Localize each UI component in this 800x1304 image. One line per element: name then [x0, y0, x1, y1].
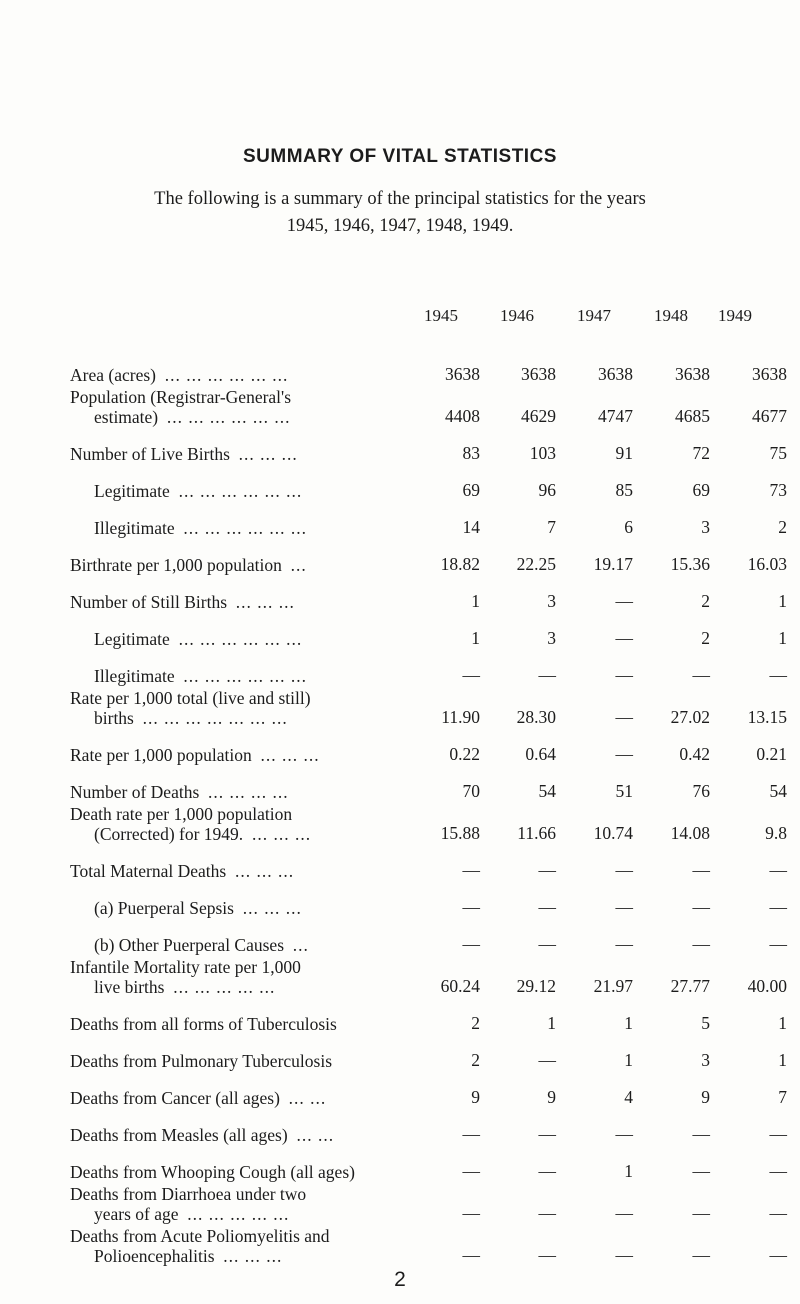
intro-line-2: 1945, 1946, 1947, 1948, 1949.	[286, 216, 514, 236]
row-label	[70, 802, 412, 844]
row-label-line1: Death rate per 1,000 population	[70, 804, 293, 824]
table-row	[70, 348, 787, 385]
cell-1948: 72	[692, 443, 710, 463]
cell-1947: 1	[624, 1013, 633, 1033]
row-label	[70, 575, 412, 612]
leader-dots: ... ... ...	[234, 861, 295, 881]
cell-1946: 29.12	[516, 976, 556, 996]
cell-1947: —	[615, 707, 633, 727]
cell-1949: 1	[778, 1013, 787, 1033]
cell-1949: —	[769, 1245, 787, 1265]
row-label-line2: Polioencephalitis	[94, 1246, 215, 1266]
table-row	[70, 1224, 787, 1266]
leader-dots: ... ... ... ...	[208, 782, 289, 802]
row-label-line1: Deaths from Pulmonary Tuberculosis	[70, 1051, 333, 1071]
table-row	[70, 802, 787, 844]
cell-1945: 0.22	[449, 744, 480, 764]
leader-dots: ... ... ...	[242, 898, 302, 918]
cell-1949: 1	[778, 628, 787, 648]
cell-1949: 73	[769, 480, 787, 500]
cell-1946: —	[538, 897, 556, 917]
table-row	[70, 765, 787, 802]
table-row	[70, 1145, 787, 1182]
cell-1947: 51	[615, 781, 633, 801]
cell-1948: 2	[701, 591, 710, 611]
row-label-line1: Rate per 1,000 total (live and still)	[70, 688, 311, 708]
cell-1949: 16.03	[747, 554, 787, 574]
row-label-line1: (a) Puerperal Sepsis	[94, 898, 234, 918]
cell-1946: —	[538, 1050, 556, 1070]
cell-1947: —	[615, 591, 633, 611]
cell-1946: 96	[538, 480, 556, 500]
cell-1946: —	[538, 1203, 556, 1223]
table-row	[70, 1108, 787, 1145]
table-row	[70, 728, 787, 765]
row-label-line1: Deaths from Cancer (all ages)	[70, 1088, 280, 1108]
cell-1945: 11.90	[441, 707, 480, 727]
table-row	[70, 997, 787, 1034]
leader-dots: ... ... ... ... ...	[173, 977, 276, 997]
cell-1949: 4677	[752, 406, 787, 426]
row-label	[70, 538, 412, 575]
row-label	[70, 348, 412, 385]
cell-1948: 3	[701, 1050, 710, 1070]
cell-1945: —	[462, 860, 480, 880]
table-row	[70, 538, 787, 575]
cell-1949: 54	[769, 781, 787, 801]
row-label-line1: Illegitimate	[94, 518, 175, 538]
leader-dots: ...	[292, 935, 309, 955]
cell-1945: 60.24	[440, 976, 480, 996]
row-label-line1: Deaths from Whooping Cough (all ages)	[70, 1162, 355, 1182]
cell-1947: —	[615, 628, 633, 648]
cell-1946: 1	[547, 1013, 556, 1033]
table-row	[70, 1182, 787, 1224]
row-label	[70, 955, 412, 997]
table-row	[70, 955, 787, 997]
cell-1946: 3638	[521, 364, 556, 384]
cell-1945: 83	[462, 443, 480, 463]
leader-dots: ... ... ... ... ...	[187, 1204, 290, 1224]
cell-1945: 18.82	[440, 554, 480, 574]
cell-1949: 40.00	[747, 976, 787, 996]
cell-1949: —	[769, 1161, 787, 1181]
table-row	[70, 881, 787, 918]
cell-1947: 3638	[598, 364, 633, 384]
cell-1945: 1	[471, 591, 480, 611]
cell-1946: —	[538, 1124, 556, 1144]
cell-1945: 69	[462, 480, 480, 500]
cell-1948: 76	[692, 781, 710, 801]
cell-1949: 75	[769, 443, 787, 463]
row-label	[70, 881, 412, 918]
cell-1946: —	[538, 1245, 556, 1265]
table-row	[70, 427, 787, 464]
cell-1947: 21.97	[593, 976, 633, 996]
row-label-line2: live births	[94, 977, 165, 997]
cell-1945: 15.88	[440, 823, 480, 843]
cell-1948: 4685	[675, 406, 710, 426]
cell-1945: 70	[462, 781, 480, 801]
cell-1947: —	[615, 1203, 633, 1223]
cell-1949: —	[769, 860, 787, 880]
row-label-line1: Illegitimate	[94, 666, 175, 686]
row-label	[70, 1108, 412, 1145]
cell-1949: —	[769, 934, 787, 954]
table-row	[70, 501, 787, 538]
cell-1946: —	[538, 1161, 556, 1181]
cell-1946: 3	[547, 628, 556, 648]
cell-1948: 3638	[675, 364, 710, 384]
leader-dots: ... ... ...	[235, 592, 295, 612]
table-row	[70, 844, 787, 881]
row-label-line1: Number of Still Births	[70, 592, 228, 612]
leader-dots: ... ... ...	[238, 444, 298, 464]
row-label-line1: Total Maternal Deaths	[70, 861, 227, 881]
year-header: 1946	[500, 306, 534, 325]
cell-1948: —	[692, 897, 710, 917]
row-label-line1: Number of Live Births	[70, 444, 230, 464]
cell-1947: 19.17	[593, 554, 633, 574]
cell-1949: 1	[778, 591, 787, 611]
cell-1949: 7	[778, 1087, 787, 1107]
cell-1945: —	[462, 1203, 480, 1223]
cell-1947: 4	[624, 1087, 633, 1107]
cell-1949: 13.15	[747, 707, 787, 727]
cell-1945: —	[462, 1161, 480, 1181]
cell-1948: 15.36	[670, 554, 710, 574]
leader-dots: ...	[290, 555, 307, 575]
cell-1946: —	[538, 934, 556, 954]
leader-dots: ... ... ... ... ... ...	[164, 365, 289, 385]
cell-1948: —	[692, 1161, 710, 1181]
cell-1945: 4408	[445, 406, 480, 426]
table-row	[70, 686, 787, 728]
row-label	[70, 765, 412, 802]
cell-1946: 11.66	[517, 823, 556, 843]
cell-1948: 9	[701, 1087, 710, 1107]
cell-1947: —	[615, 860, 633, 880]
row-label	[70, 918, 412, 955]
leader-dots: ... ... ... ... ... ...	[178, 629, 303, 649]
leader-dots: ... ...	[296, 1125, 335, 1145]
cell-1945: 2	[471, 1050, 480, 1070]
cell-1945: —	[462, 897, 480, 917]
cell-1946: —	[538, 665, 556, 685]
cell-1947: 85	[615, 480, 633, 500]
page-title: SUMMARY OF VITAL STATISTICS	[243, 146, 557, 167]
cell-1945: —	[462, 665, 480, 685]
cell-1946: 3	[547, 591, 556, 611]
cell-1948: 27.77	[670, 976, 710, 996]
cell-1947: 10.74	[593, 823, 633, 843]
cell-1949: —	[769, 665, 787, 685]
cell-1945: 14	[462, 517, 480, 537]
cell-1948: —	[692, 1124, 710, 1144]
row-label	[70, 1182, 412, 1224]
year-header: 1947	[577, 306, 611, 325]
row-label	[70, 1071, 412, 1108]
cell-1945: —	[462, 1124, 480, 1144]
year-header-row	[0, 306, 800, 330]
cell-1947: —	[615, 934, 633, 954]
row-label-line1: Infantile Mortality rate per 1,000	[70, 957, 301, 977]
cell-1948: —	[692, 1245, 710, 1265]
table-row	[70, 918, 787, 955]
row-label	[70, 427, 412, 464]
cell-1949: —	[769, 897, 787, 917]
leader-dots: ... ... ... ... ... ...	[178, 481, 303, 501]
row-label-line2: (Corrected) for 1949.	[94, 824, 244, 844]
row-label	[70, 1145, 412, 1182]
leader-dots: ... ... ... ... ... ...	[183, 666, 308, 686]
leader-dots: ... ... ...	[251, 824, 312, 844]
row-label-line1: (b) Other Puerperal Causes	[94, 935, 285, 955]
cell-1946: 54	[538, 781, 556, 801]
year-header: 1949	[718, 306, 752, 325]
cell-1948: 14.08	[670, 823, 710, 843]
row-label	[70, 844, 412, 881]
cell-1947: —	[615, 744, 633, 764]
cell-1948: 5	[701, 1013, 710, 1033]
year-header: 1945	[424, 306, 458, 325]
cell-1947: 91	[615, 443, 633, 463]
table-row	[70, 1034, 787, 1071]
cell-1949: 2	[778, 517, 787, 537]
cell-1945: 1	[471, 628, 480, 648]
cell-1946: 9	[547, 1087, 556, 1107]
cell-1946: 28.30	[516, 707, 556, 727]
cell-1946: 103	[529, 443, 556, 463]
cell-1948: —	[692, 665, 710, 685]
cell-1945: 2	[471, 1013, 480, 1033]
leader-dots: ... ... ... ... ... ...	[183, 518, 308, 538]
table-row	[70, 385, 787, 427]
leader-dots: ... ... ... ... ... ... ...	[142, 708, 288, 728]
row-label	[70, 501, 412, 538]
cell-1948: 27.02	[670, 707, 710, 727]
cell-1945: —	[462, 1245, 480, 1265]
row-label-line2: years of age	[94, 1204, 179, 1224]
cell-1946: 0.64	[525, 744, 556, 764]
row-label-line1: Deaths from all forms of Tuberculosis	[70, 1014, 337, 1034]
leader-dots: ... ... ...	[223, 1246, 283, 1266]
cell-1948: 3	[701, 517, 710, 537]
cell-1947: 1	[624, 1050, 633, 1070]
cell-1947: —	[615, 1124, 633, 1144]
row-label-line1: Legitimate	[94, 629, 170, 649]
cell-1947: 6	[624, 517, 633, 537]
cell-1947: —	[615, 897, 633, 917]
table-row	[70, 612, 787, 649]
leader-dots: ... ...	[288, 1088, 327, 1108]
cell-1949: 0.21	[756, 744, 787, 764]
cell-1946: 7	[547, 517, 556, 537]
row-label-line1: Birthrate per 1,000 population	[70, 555, 282, 575]
cell-1945: 9	[471, 1087, 480, 1107]
cell-1949: 9.8	[765, 823, 787, 843]
cell-1949: —	[769, 1124, 787, 1144]
row-label	[70, 1224, 412, 1266]
row-label	[70, 686, 412, 728]
row-label	[70, 1034, 412, 1071]
cell-1948: 69	[692, 480, 710, 500]
leader-dots: ... ... ...	[260, 745, 320, 765]
cell-1949: 1	[778, 1050, 787, 1070]
page-number: 2	[394, 1268, 406, 1291]
table-row	[70, 649, 787, 686]
vital-statistics-table	[70, 348, 787, 1266]
row-label-line2: estimate)	[94, 407, 159, 427]
cell-1946: 4629	[521, 406, 556, 426]
table-row	[70, 464, 787, 501]
table-row	[70, 1071, 787, 1108]
cell-1948: —	[692, 934, 710, 954]
cell-1948: 0.42	[679, 744, 710, 764]
cell-1945: 3638	[445, 364, 480, 384]
cell-1947: 1	[624, 1161, 633, 1181]
row-label-line1: Rate per 1,000 population	[70, 745, 252, 765]
cell-1947: 4747	[598, 406, 633, 426]
row-label	[70, 612, 412, 649]
row-label-line1: Legitimate	[94, 481, 170, 501]
intro-line-1: The following is a summary of the principal statistics for the years	[154, 189, 646, 209]
row-label	[70, 997, 412, 1034]
intro-text	[0, 186, 800, 240]
cell-1946: —	[538, 860, 556, 880]
cell-1948: 2	[701, 628, 710, 648]
row-label-line1: Population (Registrar-General's	[70, 387, 292, 407]
row-label	[70, 649, 412, 686]
row-label-line1: Number of Deaths	[70, 782, 200, 802]
row-label-line2: births	[94, 708, 134, 728]
cell-1946: 22.25	[516, 554, 556, 574]
leader-dots: ... ... ... ... ... ...	[166, 407, 291, 427]
cell-1947: —	[615, 1245, 633, 1265]
cell-1945: —	[462, 934, 480, 954]
row-label-line1: Deaths from Acute Poliomyelitis and	[70, 1226, 330, 1246]
row-label-line1: Deaths from Diarrhoea under two	[70, 1184, 307, 1204]
cell-1947: —	[615, 665, 633, 685]
row-label	[70, 385, 412, 427]
row-label-line1: Deaths from Measles (all ages)	[70, 1125, 288, 1145]
year-header: 1948	[654, 306, 688, 325]
row-label	[70, 464, 412, 501]
cell-1949: —	[769, 1203, 787, 1223]
table-row	[70, 575, 787, 612]
cell-1948: —	[692, 1203, 710, 1223]
cell-1949: 3638	[752, 364, 787, 384]
cell-1948: —	[692, 860, 710, 880]
row-label-line1: Area (acres)	[70, 365, 156, 385]
row-label	[70, 728, 412, 765]
